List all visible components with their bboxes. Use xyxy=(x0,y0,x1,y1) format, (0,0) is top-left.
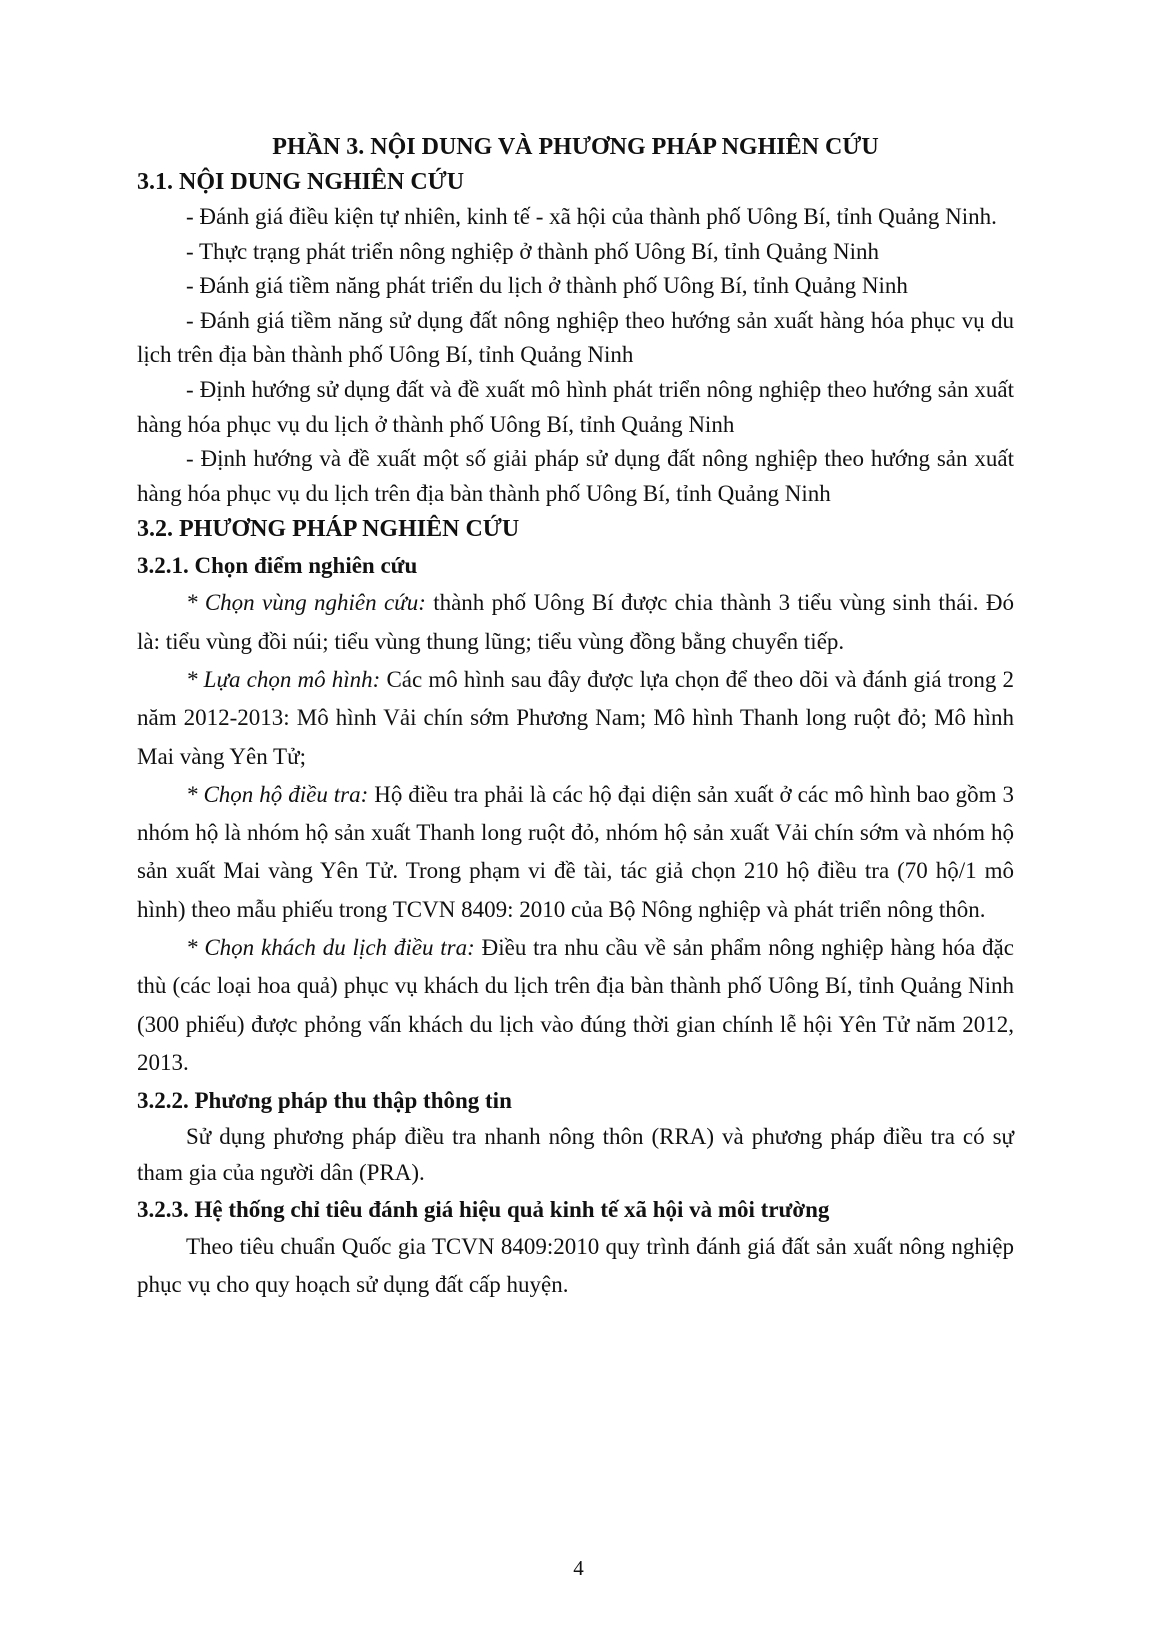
content-item-1: - Đánh giá điều kiện tự nhiên, kinh tế - xã hội của thành phố Uông Bí, tỉnh Quảng Ninh. xyxy=(186,204,997,229)
content-item-2: - Thực trạng phát triển nông nghiệp ở thành phố Uông Bí, tỉnh Quảng Ninh xyxy=(186,238,880,264)
content-item-4: - Đánh giá tiềm năng sử dụng đất nông nghiệp theo hướng sản xuất hàng hóa phục vụ du lịch trên địa bàn thành phố Uông Bí, tỉnh Quảng Ninh xyxy=(137,307,1014,368)
subsection-heading-3-2-2: 3.2.2. Phương pháp thu thập thông tin xyxy=(137,1088,512,1114)
page-number: 4 xyxy=(573,1556,584,1580)
method-paragraph-model xyxy=(137,661,1014,776)
section-heading-3-2: 3.2. PHƯƠNG PHÁP NGHIÊN CỨU xyxy=(137,516,520,543)
paragraph-text: thành phố Uông Bí được chia thành 3 tiểu vùng sinh thái. Đó là: tiểu vùng đồi núi; tiểu vùng thung lũng; tiểu vùng đồng bằng chuyển tiếp. xyxy=(137,590,1014,654)
chapter-title: PHẦN 3. NỘI DUNG VÀ PHƯƠNG PHÁP NGHIÊN CỨU xyxy=(272,134,879,160)
paragraph-text: Hộ điều tra phải là các hộ đại diện sản xuất ở các mô hình bao gồm 3 nhóm hộ là nhóm hộ sản xuất Thanh long ruột đỏ, nhóm hộ sản xuất Vải chín sớm và nhóm hộ sản xuất Mai vàng Yên Tử. Trong phạm vi đề tài, tác giả chọn 210 hộ điều tra (70 hộ/1 mô hình) theo mẫu phiếu trong TCVN 8409: 2010 của Bộ Nông nghiệp và phát triển nông thôn. xyxy=(137,781,1014,922)
paragraph-lead: * Lựa chọn mô hình: xyxy=(186,666,381,692)
content-item-3: - Đánh giá tiềm năng phát triển du lịch ở thành phố Uông Bí, tỉnh Quảng Ninh xyxy=(186,273,908,299)
info-collection-paragraph: Sử dụng phương pháp điều tra nhanh nông thôn (RRA) và phương pháp điều tra có sự tham gia của người dân (PRA). xyxy=(137,1124,1014,1186)
method-paragraph-region xyxy=(137,584,1014,661)
paragraph-lead: * Chọn hộ điều tra: xyxy=(186,781,369,807)
subsection-heading-3-2-1: 3.2.1. Chọn điểm nghiên cứu xyxy=(137,553,418,579)
paragraph-text: Điều tra nhu cầu về sản phẩm nông nghiệp hàng hóa đặc thù (các loại hoa quả) phục vụ khách du lịch trên địa bàn thành phố Uông Bí, tỉnh Quảng Ninh (300 phiếu) được phỏng vấn khách du lịch vào đúng thời gian chính lễ hội Yên Tử năm 2012, 2013. xyxy=(137,935,1014,1075)
section-heading-3-1: 3.1. NỘI DUNG NGHIÊN CỨU xyxy=(137,169,465,195)
paragraph-text: Các mô hình sau đây được lựa chọn để theo dõi và đánh giá trong 2 năm 2012-2013: Mô hình Vải chín sớm Phương Nam; Mô hình Thanh long ruột đỏ; Mô hình Mai vàng Yên Tử; xyxy=(137,666,1014,769)
method-paragraph-tourists xyxy=(137,929,1014,1082)
method-paragraph-households xyxy=(137,776,1014,929)
content-item-6: - Định hướng và đề xuất một số giải pháp sử dụng đất nông nghiệp theo hướng sản xuất hàng hóa phục vụ du lịch trên địa bàn thành phố Uông Bí, tỉnh Quảng Ninh xyxy=(137,446,1014,506)
paragraph-lead: * Chọn khách du lịch điều tra: xyxy=(186,935,475,961)
subsection-heading-3-2-3: 3.2.3. Hệ thống chỉ tiêu đánh giá hiệu quả kinh tế xã hội và môi trường xyxy=(137,1197,830,1223)
indicator-system-paragraph: Theo tiêu chuẩn Quốc gia TCVN 8409:2010 quy trình đánh giá đất sản xuất nông nghiệp phục vụ cho quy hoạch sử dụng đất cấp huyện. xyxy=(137,1234,1014,1298)
page-content xyxy=(137,130,1014,1304)
paragraph-lead: * Chọn vùng nghiên cứu: xyxy=(186,590,426,616)
content-item-5: - Định hướng sử dụng đất và đề xuất mô hình phát triển nông nghiệp theo hướng sản xuất hàng hóa phục vụ du lịch ở thành phố Uông Bí, tỉnh Quảng Ninh xyxy=(137,376,1014,437)
